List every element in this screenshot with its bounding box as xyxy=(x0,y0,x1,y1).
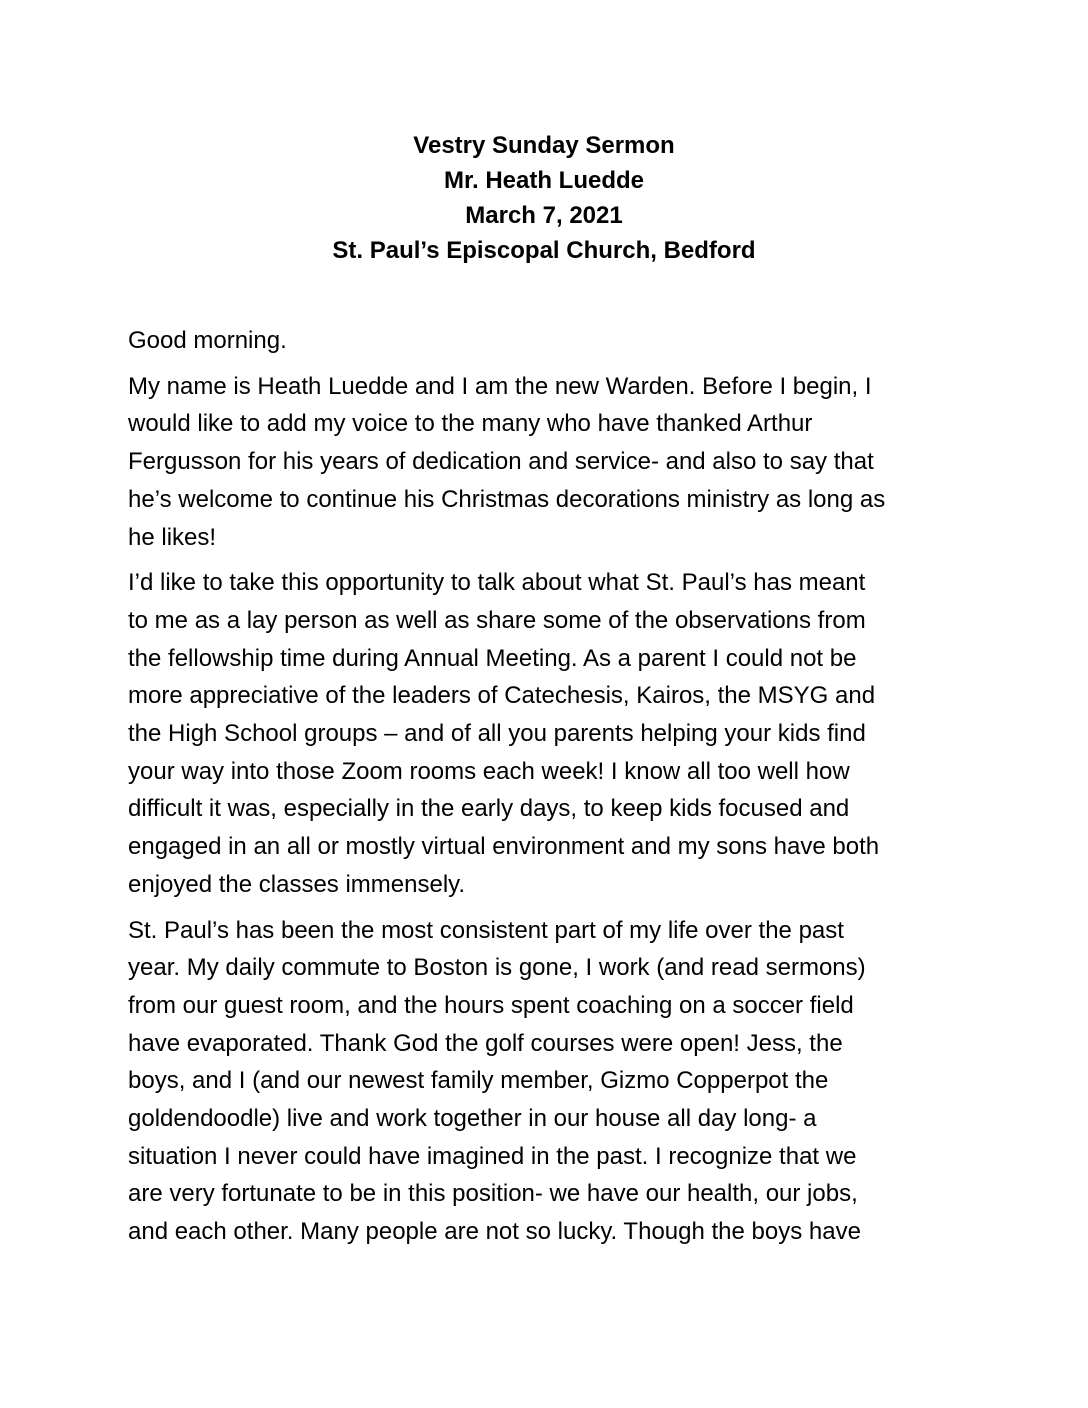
paragraph-line: and each other. Many people are not so lucky. Though the boys have xyxy=(128,1218,861,1246)
sermon-body xyxy=(128,322,968,1259)
paragraph-line: would like to add my voice to the many who have thanked Arthur xyxy=(128,410,813,438)
paragraph-line: to me as a lay person as well as share some of the observations from xyxy=(128,606,866,634)
paragraph-line: difficult it was, especially in the early days, to keep kids focused and xyxy=(128,795,850,823)
sermon-date: March 7, 2021 xyxy=(465,202,623,229)
paragraph-line: situation I never could have imagined in the past. I recognize that we xyxy=(128,1142,857,1170)
paragraph-line: from our guest room, and the hours spent coaching on a soccer field xyxy=(128,991,854,1019)
paragraph-line: engaged in an all or mostly virtual environment and my sons have both xyxy=(128,833,880,861)
paragraph-line: the High School groups – and of all you parents helping your kids find xyxy=(128,720,866,748)
paragraph-line: enjoyed the classes immensely. xyxy=(128,870,466,898)
paragraph-line: more appreciative of the leaders of Catechesis, Kairos, the MSYG and xyxy=(128,682,876,710)
church-name: St. Paul’s Episcopal Church, Bedford xyxy=(332,237,756,264)
past-year-paragraph xyxy=(128,912,968,1251)
paragraph-line: your way into those Zoom rooms each week! I know all too well how xyxy=(128,757,850,785)
paragraph-line: have evaporated. Thank God the golf courses were open! Jess, the xyxy=(128,1029,843,1057)
paragraph-line: year. My daily commute to Boston is gone, I work (and read sermons) xyxy=(128,954,866,982)
paragraph-line: Good morning. xyxy=(128,327,287,354)
paragraph-line: boys, and I (and our newest family member, Gizmo Copperpot the xyxy=(128,1067,829,1095)
paragraph-line: I’d like to take this opportunity to talk about what St. Paul’s has meant xyxy=(128,569,866,597)
sermon-header xyxy=(0,128,1088,268)
paragraph-line: Fergusson for his years of dedication and service- and also to say that xyxy=(128,448,874,476)
paragraph-line: St. Paul’s has been the most consistent part of my life over the past xyxy=(128,916,844,944)
greeting-paragraph xyxy=(128,322,968,360)
paragraph-line: are very fortunate to be in this position- we have our health, our jobs, xyxy=(128,1180,858,1208)
paragraph-line: he’s welcome to continue his Christmas decorations ministry as long as xyxy=(128,485,886,513)
paragraph-line: My name is Heath Luedde and I am the new Warden. Before I begin, I xyxy=(128,372,872,400)
paragraph-line: the fellowship time during Annual Meeting. As a parent I could not be xyxy=(128,644,857,672)
paragraph-line: he likes! xyxy=(128,523,217,551)
speaker-name: Mr. Heath Luedde xyxy=(443,167,645,194)
introduction-paragraph xyxy=(128,368,968,557)
paragraph-line: goldendoodle) live and work together in our house all day long- a xyxy=(128,1105,817,1133)
parenting-paragraph xyxy=(128,564,968,903)
sermon-title: Vestry Sunday Sermon xyxy=(413,132,675,159)
